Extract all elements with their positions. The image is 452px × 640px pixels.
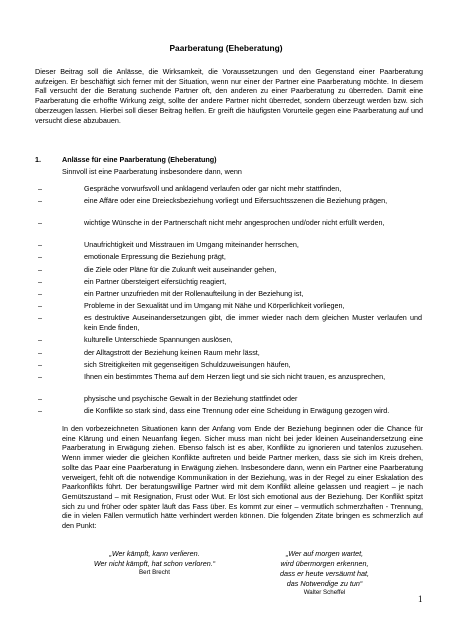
dash-marker: – [38, 335, 42, 345]
list-item-text: emotionale Erpressung die Beziehung prägt, [84, 252, 226, 262]
list-item-text: sich Streitigkeiten mit gegenseitigen Schuldzuweisungen häufen, [84, 359, 291, 369]
dash-marker: – [38, 289, 42, 298]
dash-marker: – [38, 406, 42, 416]
dash-marker: – [38, 252, 42, 262]
dash-marker: – [38, 313, 42, 323]
dash-marker: – [38, 218, 42, 228]
list-item-text: es destruktive Auseinandersetzungen gibt, die immer wieder nach dem gleichen Muster verlaufen und kein Ende finden, [84, 313, 422, 332]
list-item-text: Probleme in der Sexualität und im Umgang mit Nähe und Körperlichkeit vorliegen, [84, 301, 345, 311]
quote-line: „Wer auf morgen wartet, [285, 549, 364, 558]
page-number: 1 [418, 594, 423, 604]
quote-line: Wer nicht kämpft, hat schon verloren.“ [93, 559, 216, 568]
list-item-text: Gespräche vorwurfsvoll und anklagend verlaufen oder gar nicht mehr stattfinden, [84, 184, 342, 193]
list-item-text: ein Partner unzufrieden mit der Rollenaufteilung in der Beziehung ist, [84, 289, 304, 298]
dash-marker: – [38, 372, 42, 381]
quote-author: Walter Scheffel [303, 589, 346, 596]
list-item-text: die Konflikte so stark sind, dass eine Trennung oder eine Scheidung in Erwägung gezogen wird. [84, 406, 390, 416]
quote-scheffel [232, 549, 417, 597]
list-item-text: ein Partner übersteigert eifersüchtig reagiert, [84, 276, 227, 286]
list-item-text: physische und psychische Gewalt in der Beziehung stattfindet oder [84, 394, 298, 403]
list-item-text: eine Affäre oder eine Dreiecksbeziehung vorliegt und Eifersuchtsszenen die Beziehung prägen, [84, 196, 388, 206]
dash-marker: – [38, 359, 42, 369]
section-title: Anlässe für eine Paarberatung (Eheberatung) [62, 155, 217, 164]
quote-line: „Wer kämpft, kann verlieren. [109, 549, 200, 558]
body-paragraph: In den vorbezeichneten Situationen kann der Anfang vom Ende der Beziehung beginnen oder die Chance für eine Klärung und einen Neuanfang liegen. Sicher muss man nicht bei jeder kleinen Auseinandersetzung eine Paarberatung in Erwägung ziehen. Ebenso falsch ist es aber, Konflikte zu ignorieren und tatenlos zuzusehen. Wenn immer wieder die gleichen Konflikte auftreten und beide Partner merken, dass sie sich im Kreis drehen, sollte das Paar eine Paarberatung in Erwägung ziehen. Insbesondere dann, wenn ein Partner eine Paarberatung verweigert, fehlt oft die notwendige Kommunikation in der Beziehung, was in der Regel zu einer Eskalation des Paarkonflikts führt. Der beratungswillige Partner wird mit dem Konflikt alleine gelassen und reagiert – je nach Gemütszustand – mit Resignation, Frust oder Wut. Er löst sich emotional aus der Beziehung. Der Konflikt spitzt sich zu und früher oder später läuft das Fass über. Es kommt zur einer – vermutlich schmerzhaften - Trennung, die in vielen Fällen vermutlich hätte verhindert werden können. Die folgenden Zitate bringen es schmerzlich auf den Punkt: [62, 424, 423, 531]
dash-marker: – [38, 301, 42, 311]
section-lead-text: Sinnvoll ist eine Paarberatung insbesondere dann, wenn [62, 167, 242, 176]
list-item-text: der Alltagstrott der Beziehung keinen Raum mehr lässt, [84, 347, 260, 357]
dash-marker: – [38, 394, 42, 403]
quote-line: das Notwendige zu tun“ [286, 579, 363, 588]
list-item-text: die Ziele oder Pläne für die Zukunft weit auseinander gehen, [84, 264, 277, 274]
intro-paragraph: Dieser Beitrag soll die Anlässe, die Wirksamkeit, die Voraussetzungen und den Gegenstand einer Paarberatung aufzeigen. Er beschäftigt sich ferner mit der Situation, wenn nur einer der Partner eine Paarberatung möchte. In diesem Fall versucht der die Beratung suchende Partner oft, den anderen zu einer Paarberatung zu überreden. Damit eine Paarberatung die erhoffte Wirkung zeigt, sollte der andere Partner nicht überredet, sondern überzeugt werden bzw. sich überzeugen lassen. Hierbei soll dieser Beitrag helfen. Er greift die häufigsten Vorurteile gegen eine Paarberatung auf und versucht diese abzubauen. [35, 67, 423, 125]
list-item-text: kulturelle Unterschiede Spannungen auslösen, [84, 335, 233, 345]
section-number: 1. [35, 155, 41, 164]
dash-marker: – [38, 347, 42, 357]
list-item-text: Ihnen ein bestimmtes Thema auf dem Herzen liegt und sie sich nicht trauen, es anzusprechen, [84, 372, 386, 381]
quote-line: wird übermorgen erkennen, [280, 559, 369, 568]
quote-author: Bert Brecht [139, 569, 170, 576]
dash-marker: – [38, 276, 42, 286]
section-heading [35, 155, 217, 164]
quote-brecht [62, 549, 247, 577]
dash-marker: – [38, 240, 42, 250]
document-title: Paarberatung (Eheberatung) [169, 43, 283, 53]
quote-line: dass er heute versäumt hat, [279, 569, 370, 578]
dash-marker: – [38, 264, 42, 274]
list-item-text: Unaufrichtigkeit und Misstrauen im Umgang miteinander herrschen, [84, 240, 299, 250]
list-item-text: wichtige Wünsche in der Partnerschaft nicht mehr angesprochen und/oder nicht erfüllt werden, [84, 218, 385, 228]
dash-marker: – [38, 196, 42, 206]
dash-marker: – [38, 184, 42, 193]
